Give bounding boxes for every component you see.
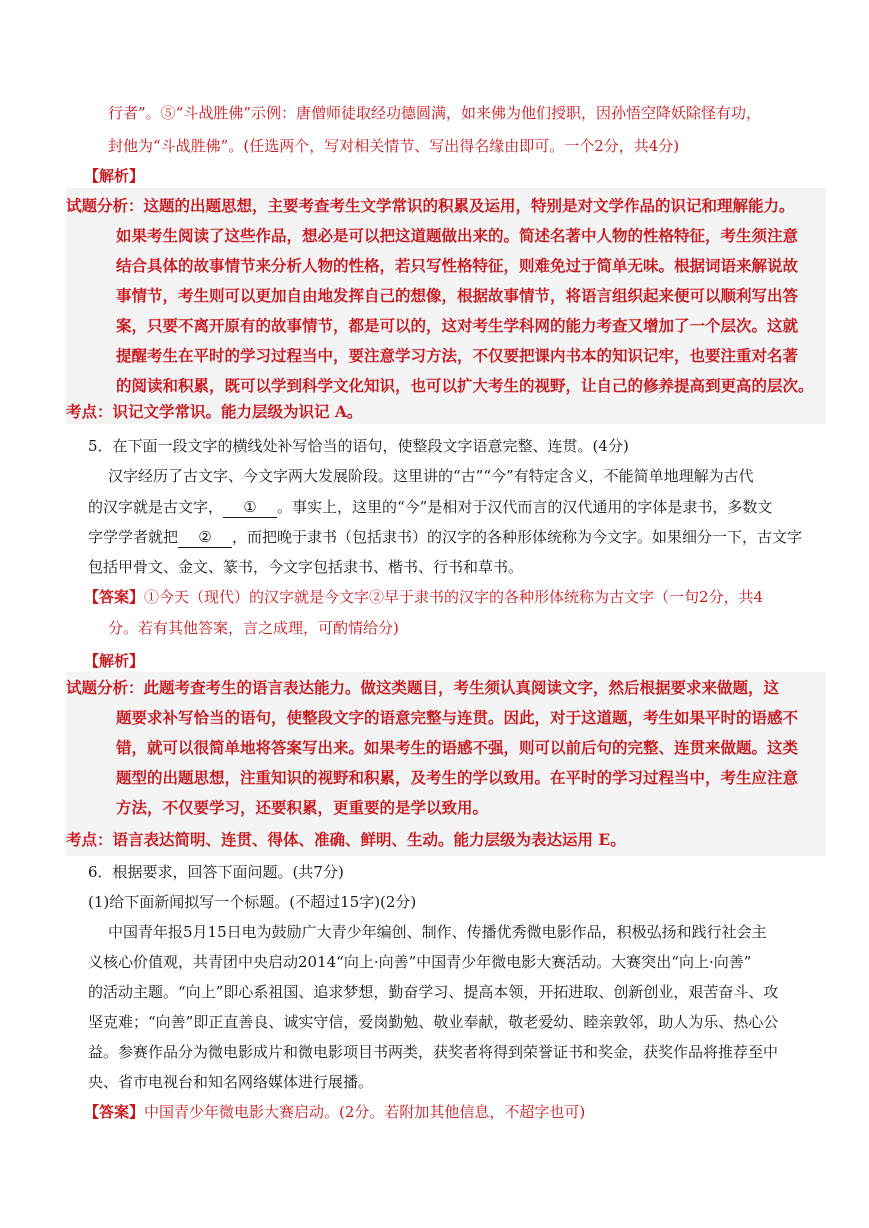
q5-para-line-2-b: 。事实上，这里的“今”是相对于汉代而言的汉代通用的字体是隶书，多数文 <box>277 498 773 516</box>
q5-analysis-line-4: 题型的出题思想，注重知识的视野和积累，及考生的学以致用。在平时的学习过程当中，考生应注意 <box>116 768 799 787</box>
q6-news-line-4: 坚克难；“向善”即正直善良、诚实守信，爱岗勤勉、敬业奉献，敬老爱幼、睦亲敦邻，助人为乐、热心公 <box>88 1013 779 1031</box>
q5-analysis-block <box>66 672 826 856</box>
q5-analysis-line-2: 题要求补写恰当的语句，使整段文字的语意完整与连贯。因此，对于这道题，考生如果平时的语感不 <box>116 708 799 727</box>
q4-analysis-line-7: 的阅读和积累，既可以学到科学文化知识，也可以扩大考生的视野，让自己的修养提高到更高的层次。 <box>116 376 814 395</box>
q5-analysis-line-5: 方法，不仅要学习，还要积累，更重要的是学以致用。 <box>116 798 489 817</box>
q5-analysis-line-3: 错，就可以很简单地将答案写出来。如果考生的语感不强，则可以前后句的完整、连贯来做题。这类 <box>116 738 799 757</box>
q6-sub-question-1: (1)给下面新闻拟写一个标题。(不超过15字)(2分) <box>88 893 417 911</box>
q6-news-line-5: 益。参赛作品分为微电影成片和微电影项目书两类，获奖者将得到荣誉证书和奖金，获奖作品将推荐至中 <box>88 1043 779 1061</box>
q5-para-line-1: 汉字经历了古文字、今文字两大发展阶段。这里讲的“古”“今”有特定含义，不能简单地理解为古代 <box>108 467 754 485</box>
q6-stem: 6．根据要求，回答下面问题。(共7分) <box>88 863 344 881</box>
q6-answer-line <box>84 1102 585 1122</box>
q6-news-line-3: 的活动主题。“向上”即心系祖国、追求梦想，勤奋学习、提高本领，开拓进取、创新创业，艰苦奋斗、攻 <box>88 983 779 1001</box>
blank-2: ② <box>178 527 232 548</box>
q5-stem: 5．在下面一段文字的横线处补写恰当的语句，使整段文字语意完整、连贯。(4分) <box>88 437 629 455</box>
q4-analysis-line-4: 事情节，考生则可以更加自由地发挥自己的想像，根据故事情节，将语言组织起来便可以顺利写出答 <box>116 286 799 305</box>
q4-analysis-line-6: 提醒考生在平时的学习过程当中，要注意学习方法，不仅要把课内书本的知识记牢，也要注重对名著 <box>116 346 799 365</box>
q5-para-line-4: 包括甲骨文、金文、篆书，今文字包括隶书、楷书、行书和草书。 <box>88 558 524 576</box>
q5-answer-line-1 <box>84 587 763 607</box>
q5-para-line-3 <box>88 527 802 548</box>
q4-analysis-point: 考点：识记文学常识。能力层级为识记 A。 <box>66 402 363 421</box>
q4-analysis-line-5: 案，只要不离开原有的故事情节，都是可以的，这对考生学科网的能力考查又增加了一个层次。这就 <box>116 316 799 335</box>
q6-news-line-2: 义核心价值观，共青团中央启动2014“向上·向善”中国青少年微电影大赛活动。大赛突出“向上·向善” <box>88 953 752 971</box>
q4-analysis-line-2: 如果考生阅读了这些作品，想必是可以把这道题做出来的。简述名著中人物的性格特征，考生须注意 <box>116 226 799 245</box>
q6-news-line-1: 中国青年报5月15日电为鼓励广大青少年编创、制作、传播优秀微电影作品，积极弘扬和践行社会主 <box>108 923 767 941</box>
q5-answer-line-2: 分。若有其他答案，言之成理，可酌情给分) <box>108 619 399 637</box>
q4-analysis-line-3: 结合具体的故事情节来分析人物的性格，若只写性格特征，则难免过于简单无味。根据词语来解说故 <box>116 256 799 275</box>
q6-news-line-6: 央、省市电视台和知名网络媒体进行展播。 <box>88 1073 374 1091</box>
q5-analysis-line-1: 试题分析：此题考查考生的语言表达能力。做这类题目，考生须认真阅读文字，然后根据要求来做题，这 <box>66 678 780 697</box>
q6-answer-tag: 【答案】 <box>84 1103 145 1121</box>
blank-1: ① <box>223 497 277 518</box>
q4-analysis-block <box>66 188 826 424</box>
q5-analysis-tag: 【解析】 <box>84 652 145 670</box>
q5-answer-text: ①今天（现代）的汉字就是今文字②早于隶书的汉字的各种形体统称为古文字（一句2分，共4 <box>144 588 764 606</box>
q5-para-line-2 <box>88 497 772 518</box>
q5-para-line-2-a: 的汉字就是古文字， <box>88 498 224 516</box>
q4-answer-line-1: 行者”。⑤“斗战胜佛”示例：唐僧师徒取经功德圆满，如来佛为他们授职，因孙悟空降妖除怪有功， <box>108 104 762 122</box>
q6-answer-text: 中国青少年微电影大赛启动。(2分。若附加其他信息，不超字也可) <box>144 1103 586 1121</box>
q4-answer-line-2: 封他为“斗战胜佛”。(任选两个，写对相关情节、写出得名缘由即可。一个2分，共4分) <box>108 137 680 155</box>
q4-analysis-tag: 【解析】 <box>84 167 145 185</box>
q4-analysis-line-1: 试题分析：这题的出题思想，主要考查考生文学常识的积累及运用，特别是对文学作品的识记和理解能力。 <box>66 196 795 215</box>
q5-analysis-point: 考点：语言表达简明、连贯、得体、准确、鲜明、生动。能力层级为表达运用 E。 <box>66 830 626 849</box>
q5-answer-tag: 【答案】 <box>84 588 145 606</box>
q5-para-line-3-b: ，而把晚于隶书（包括隶书）的汉字的各种形体统称为今文字。如果细分一下，古文字 <box>232 528 803 546</box>
q5-para-line-3-a: 字学学者就把 <box>88 528 179 546</box>
